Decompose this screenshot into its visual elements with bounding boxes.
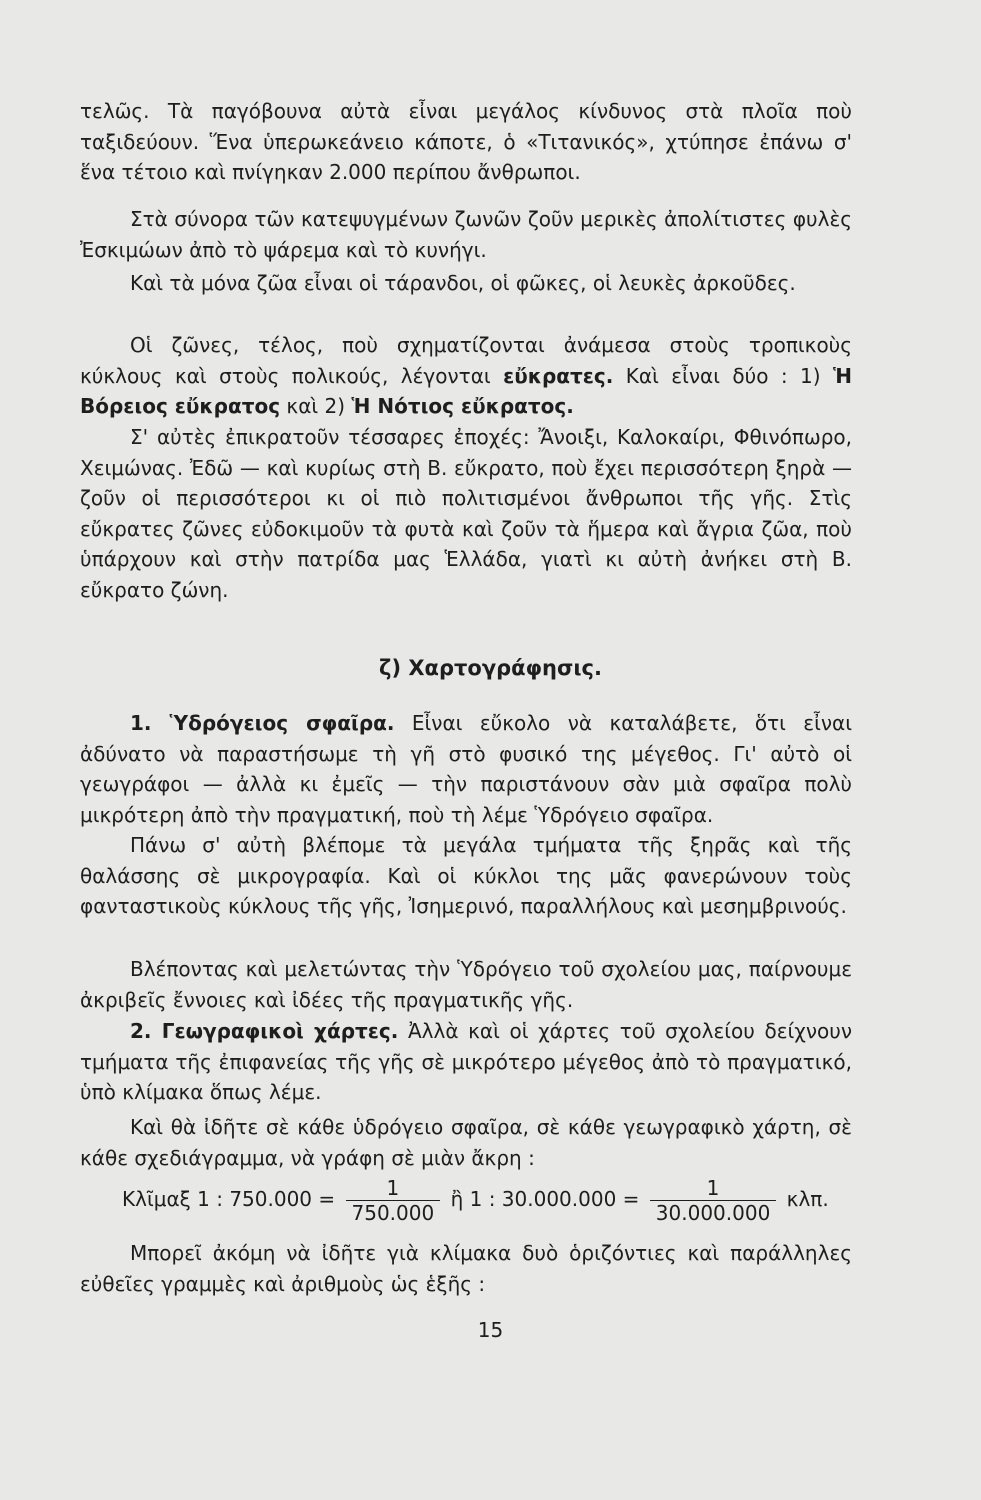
page-number: 15 (477, 1318, 504, 1342)
scale-fraction-1-denominator: 750.000 (351, 1201, 435, 1225)
paragraph-globe (80, 708, 852, 830)
scale-fraction-2-numerator: 1 (650, 1176, 777, 1201)
north-temperate-term: Ἡ Βόρειος εὔκρατος (80, 363, 852, 419)
paragraph-seasons-text: Σ' αὐτὲς ἐπικρατοῦν τέσσαρες ἐποχές: Ἄνοιξι, Καλοκαίρι, Φθινόπωρο, Χειμώνας. Ἐδῶ — καὶ κυρίως στὴ Β. εὔκρατο, ποὺ ἔχει περισσότερη ξηρὰ — ζοῦν οἱ περισσότεροι κι οἱ πιὸ πολιτισμένοι ἄνθρωποι τῆς γῆς. Στὶς εὔκρατες ζῶνες εὐδοκιμοῦν τὰ φυτὰ καὶ ζοῦν τὰ ἥμερα καὶ ἄγρια ζῶα, ποὺ ὑπάρχουν καὶ στὴν πατρίδα μας Ἑλλάδα, γιατὶ κι αὐτὴ ἀνήκει στὴ Β. εὔκρατο ζώνη. (80, 425, 852, 602)
globe-title: 1. Ὑδρόγειος σφαῖρα. (130, 711, 395, 735)
maps-body: Ἀλλὰ καὶ οἱ χάρτες τοῦ σχολείου δείχνουν τμήματα τῆς ἐπιφανείας τῆς γῆς σὲ μικρότερο μέγεθος ἀπὸ τὸ πραγματικό, ὑπὸ κλίμακα ὅπως λέμε. (80, 1019, 852, 1105)
paragraph-icebergs (80, 96, 852, 188)
maps-title: 2. Γεωγραφικοὶ χάρτες. (130, 1019, 399, 1043)
paragraph-scale-intro-text: Καὶ θὰ ἰδῆτε σὲ κάθε ὑδρόγειο σφαῖρα, σὲ κάθε γεωγραφικὸ χάρτη, σὲ κάθε σχεδιάγραμμα, νὰ γράφη σὲ μιὰν ἄκρη : (80, 1115, 852, 1170)
paragraph-eskimos-text: Στὰ σύνορα τῶν κατεψυγμένων ζωνῶν ζοῦν μερικὲς ἀπολίτιστες φυλὲς Ἐσκιμώων ἀπὸ τὸ ψάρεμα καὶ τὸ κυνήγι. (80, 207, 852, 262)
paragraph-scale-intro (80, 1112, 852, 1173)
scale-middle: ἢ 1 : 30.000.000 = (450, 1187, 640, 1211)
paragraph-maps (80, 1016, 852, 1108)
scale-formula (122, 1176, 829, 1236)
scale-fraction-2 (650, 1176, 777, 1225)
paragraph-globe-details-text: Πάνω σ' αὐτὴ βλέπομε τὰ μεγάλα τμήματα τῆς ξηρᾶς καὶ τῆς θαλάσσης σὲ μικρογραφία. Καὶ οἱ κύκλοι της μᾶς φανερώνουν τοὺς φανταστικοὺς κύκλους τῆς γῆς, Ἰσημερινό, παραλλήλους καὶ μεσημβρινούς. (80, 833, 852, 919)
scale-fraction-1-numerator: 1 (346, 1176, 441, 1201)
paragraph-globe-details (80, 830, 852, 922)
paragraph-scale-lines-text: Μπορεῖ ἀκόμη νὰ ἰδῆτε γιὰ κλίμακα δυὸ ὁριζόντιες καὶ παράλληλες εὐθεῖες γραμμὲς καὶ ἀριθμοὺς ὡς ἑξῆς : (80, 1241, 852, 1296)
temperate-term: εὔκρατες. (503, 363, 614, 388)
paragraph-animals-text: Καὶ τὰ μόνα ζῶα εἶναι οἱ τάρανδοι, οἱ φῶκες, οἱ λευκὲς ἀρκοῦδες. (130, 271, 796, 295)
scale-suffix: κλπ. (786, 1187, 829, 1211)
south-temperate-term: Ἡ Νότιος εὔκρατος. (351, 394, 574, 419)
section-heading: ζ) Χαρτογράφησις. (379, 656, 602, 680)
scale-fraction-1 (346, 1176, 441, 1225)
scale-fraction-2-denominator: 30.000.000 (655, 1201, 771, 1225)
paragraph-school-globe (80, 954, 852, 1015)
scale-prefix: Κλῖμαξ 1 : 750.000 = (122, 1187, 336, 1211)
temperate-text-a: Οἱ ζῶνες, τέλος, ποὺ σχηματίζονται ἀνάμεσα στοὺς τροπικοὺς κύκλους καὶ στοὺς πολικούς, λέγονται (80, 333, 852, 388)
paragraph-scale-lines (80, 1238, 852, 1299)
paragraph-eskimos (80, 204, 852, 265)
temperate-text-c: Καὶ εἶναι δύο : 1) (613, 363, 833, 388)
paragraph-animals (80, 268, 852, 299)
paragraph-temperate-zones (80, 330, 852, 422)
paragraph-school-globe-text: Βλέποντας καὶ μελετώντας τὴν Ὑδρόγειο τοῦ σχολείου μας, παίρνουμε ἀκριβεῖς ἔννοιες καὶ ἰδέες τῆς πραγματικῆς γῆς. (80, 957, 852, 1012)
globe-body: Εἶναι εὔκολο νὰ καταλάβετε, ὅτι εἶναι ἀδύνατο νὰ παραστήσωμε τὴ γῆ στὸ φυσικό της μέγεθος. Γι' αὐτὸ οἱ γεωγράφοι — ἀλλὰ κι ἐμεῖς — τὴν παριστάνουν σὰν μιὰ σφαῖρα πολὺ μικρότερη ἀπὸ τὴν πραγματική, ποὺ τὴ λέμε Ὑδρόγειο σφαῖρα. (80, 711, 852, 827)
temperate-text-e: καὶ 2) (280, 394, 352, 419)
paragraph-icebergs-text: τελῶς. Τὰ παγόβουνα αὐτὰ εἶναι μεγάλος κίνδυνος στὰ πλοῖα ποὺ ταξιδεύουν. Ἕνα ὑπερωκεάνειο κάποτε, ὁ «Τιτανικός», χτύπησε ἐπάνω σ' ἕνα τέτοιο καὶ πνίγηκαν 2.000 περίπου ἄνθρωποι. (80, 99, 852, 185)
paragraph-seasons (80, 422, 852, 606)
